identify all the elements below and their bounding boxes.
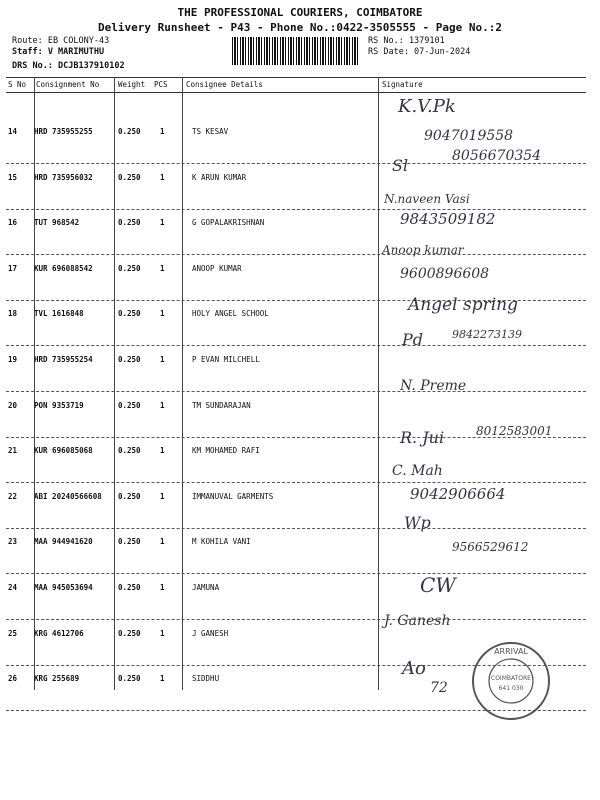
weight-cell: 0.250: [118, 537, 141, 547]
sno-cell: 16: [8, 218, 18, 228]
pcs-cell: 1: [160, 263, 165, 273]
handwritten-signature: N.naveen Vasi: [384, 192, 470, 206]
consignee-cell: ANOOP KUMAR: [192, 263, 242, 273]
company-title: THE PROFESSIONAL COURIERS, COIMBATORE: [177, 6, 423, 19]
sno-cell: 22: [8, 491, 18, 501]
col-signature: Signature: [382, 80, 423, 89]
column-divider: [378, 77, 379, 690]
sno-cell: 18: [8, 309, 18, 319]
handwritten-signature: 9600896608: [400, 266, 490, 282]
consignment-cell: HRD 735955254: [34, 355, 93, 364]
weight-cell: 0.250: [118, 446, 141, 456]
sno-cell: 19: [8, 355, 18, 364]
row-divider: [6, 254, 586, 255]
handwritten-signature: Ao: [402, 658, 426, 679]
barcode: [232, 37, 360, 65]
handwritten-signature: Anoop kumar: [382, 243, 464, 257]
col-consignment: Consignment No: [36, 80, 100, 89]
handwritten-signature: Angel spring: [408, 295, 519, 315]
consignment-cell: ABI 20240566608: [34, 491, 102, 501]
pcs-cell: 1: [160, 537, 165, 547]
rs-number: RS No.: 1379101: [368, 36, 445, 46]
pcs-cell: 1: [160, 674, 165, 684]
handwritten-signature: Wp: [404, 513, 431, 532]
consignee-cell: K ARUN KUMAR: [192, 172, 247, 182]
handwritten-signature: R. Jui: [400, 428, 445, 447]
row-divider: [6, 391, 586, 392]
col-consignee: Consignee Details: [186, 80, 263, 89]
sno-cell: 15: [8, 172, 18, 182]
pcs-cell: 1: [160, 309, 165, 319]
pcs-cell: 1: [160, 628, 165, 638]
stamp-arrival-text: ARRIVAL: [494, 647, 528, 656]
col-pcs: PCS: [154, 80, 168, 89]
drs-number: DRS No.: DCJB137910102: [12, 61, 125, 71]
consignment-cell: KUR 696085068: [34, 446, 93, 456]
weight-cell: 0.250: [118, 583, 141, 592]
consignee-cell: SIDDHU: [192, 674, 220, 684]
consignment-cell: KRG 4612706: [34, 628, 84, 638]
consignment-cell: PON 9353719: [34, 400, 84, 410]
col-sno: S No: [8, 80, 27, 89]
weight-cell: 0.250: [118, 628, 141, 638]
weight-cell: 0.250: [118, 172, 141, 182]
sno-cell: 17: [8, 263, 18, 273]
handwritten-signature: 9566529612: [452, 540, 529, 554]
consignment-cell: TVL 1616848: [34, 309, 84, 319]
handwritten-signature: N. Preme: [400, 378, 467, 394]
handwritten-signature: 9842273139: [452, 328, 522, 341]
stamp-city-text: COIMBATORE: [491, 675, 531, 682]
pcs-cell: 1: [160, 583, 165, 592]
column-divider: [34, 77, 35, 690]
handwritten-signature: 9843509182: [400, 210, 496, 228]
sno-cell: 20: [8, 400, 18, 410]
arrival-stamp: [470, 640, 552, 722]
column-divider: [182, 77, 183, 690]
pcs-cell: 1: [160, 218, 165, 228]
pcs-cell: 1: [160, 446, 165, 456]
consignee-cell: KM MOHAMED RAFI: [192, 446, 260, 456]
column-divider: [114, 77, 115, 690]
pcs-cell: 1: [160, 491, 165, 501]
handwritten-signature: C. Mah: [392, 463, 443, 479]
table-header: [6, 77, 586, 93]
handwritten-signature: 9042906664: [410, 485, 506, 503]
staff-label: Staff: V MARIMUTHU: [12, 47, 105, 57]
consignment-cell: TUT 968542: [34, 218, 80, 228]
consignee-cell: HOLY ANGEL SCHOOL: [192, 309, 269, 319]
handwritten-signature: J. Ganesh: [384, 613, 451, 629]
weight-cell: 0.250: [118, 218, 141, 228]
consignee-cell: TS KESAV: [192, 127, 229, 136]
weight-cell: 0.250: [118, 127, 141, 136]
consignee-cell: M KOHILA VANI: [192, 537, 251, 547]
pcs-cell: 1: [160, 172, 165, 182]
row-divider: [6, 209, 586, 210]
rs-date: RS Date: 07-Jun-2024: [368, 47, 471, 57]
sno-cell: 24: [8, 583, 18, 592]
sno-cell: 23: [8, 537, 18, 547]
weight-cell: 0.250: [118, 263, 141, 273]
weight-cell: 0.250: [118, 674, 141, 684]
handwritten-signature: K.V.Pk: [398, 96, 456, 117]
col-weight: Weight: [118, 80, 146, 89]
handwritten-signature: CW: [420, 573, 456, 597]
consignee-cell: JAMUNA: [192, 583, 220, 592]
weight-cell: 0.250: [118, 400, 141, 410]
handwritten-signature: Sl: [392, 156, 409, 175]
weight-cell: 0.250: [118, 491, 141, 501]
runsheet-title: Delivery Runsheet - P43 - Phone No.:0422-3505555 - Page No.:2: [98, 21, 502, 34]
sno-cell: 25: [8, 628, 18, 638]
weight-cell: 0.250: [118, 355, 141, 364]
consignee-cell: P EVAN MILCHELL: [192, 355, 260, 364]
consignee-cell: TM SUNDARAJAN: [192, 400, 251, 410]
consignee-cell: G GOPALAKRISHNAN: [192, 218, 265, 228]
weight-cell: 0.250: [118, 309, 141, 319]
sno-cell: 21: [8, 446, 18, 456]
handwritten-signature: 8012583001: [476, 424, 553, 438]
pcs-cell: 1: [160, 355, 165, 364]
handwritten-signature: 8056670354: [452, 148, 542, 164]
consignment-cell: KUR 696088542: [34, 263, 93, 273]
consignment-cell: HRD 735956032: [34, 172, 93, 182]
consignment-cell: KRG 255689: [34, 674, 80, 684]
sno-cell: 14: [8, 127, 18, 136]
route-label: Route: EB COLONY-43: [12, 36, 110, 46]
consignment-cell: MAA 945053694: [34, 583, 93, 592]
row-divider: [6, 573, 586, 574]
handwritten-signature: 9047019558: [424, 128, 514, 144]
row-divider: [6, 482, 586, 483]
consignment-cell: HRD 735955255: [34, 127, 93, 136]
stamp-pin-text: 641 030: [498, 685, 524, 692]
consignee-cell: J GANESH: [192, 628, 229, 638]
row-divider: [6, 619, 586, 620]
sno-cell: 26: [8, 674, 18, 684]
pcs-cell: 1: [160, 127, 165, 136]
row-divider: [6, 528, 586, 529]
consignee-cell: IMMANUVAL GARMENTS: [192, 491, 274, 501]
pcs-cell: 1: [160, 400, 165, 410]
handwritten-signature: 72: [430, 680, 448, 696]
consignment-cell: MAA 944941620: [34, 537, 93, 547]
handwritten-signature: Pd: [402, 330, 424, 349]
row-divider: [6, 345, 586, 346]
